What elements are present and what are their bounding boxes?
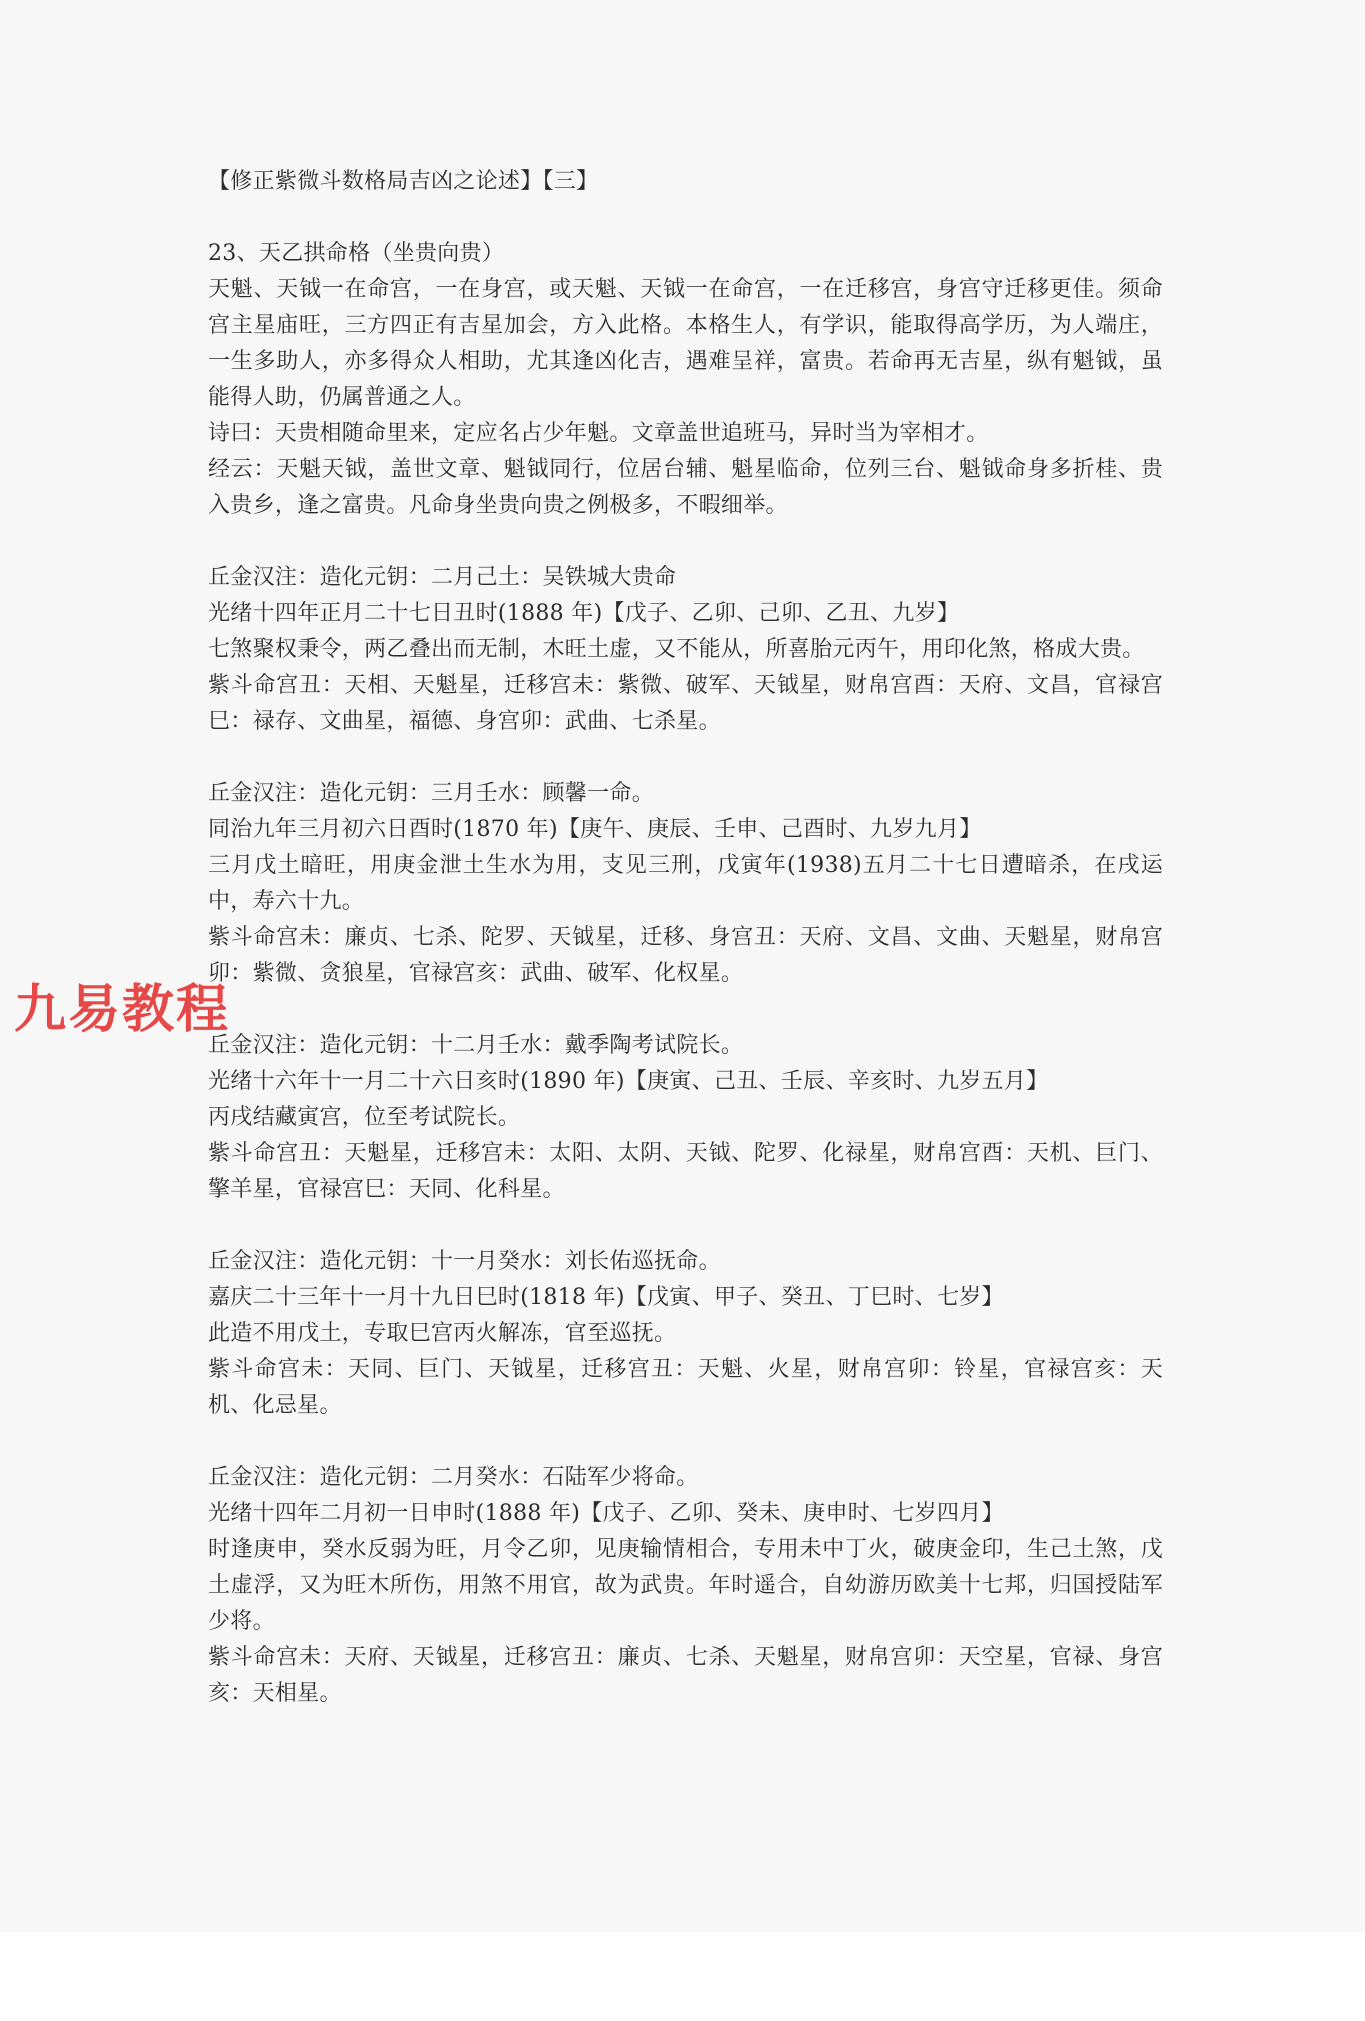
case-4-ziwei-chart: 紫斗命宫未：天同、巨门、天钺星，迁移宫丑：天魁、火星，财帛宫卯：铃星，官禄宫亥：天机、化忌星。 [208, 1357, 1163, 1418]
spacer [208, 740, 1163, 776]
classic-quote-paragraph: 经云：天魁天钺，盖世文章、魁钺同行，位居台辅、魁星临命，位列三台、魁钺命身多折桂、贵入贵乡，逢之富贵。凡命身坐贵向贵之例极多，不暇细举。 [208, 457, 1163, 518]
case-2-analysis: 三月戊土暗旺，用庚金泄土生水为用，支见三刑，戊寅年(1938)五月二十七日遭暗杀，在戌运中，寿六十九。 [208, 853, 1163, 914]
case-1-ziwei-chart: 紫斗命宫丑：天相、天魁星，迁移宫未：紫微、破军、天钺星，财帛宫酉：天府、文昌，官禄宫巳：禄存、文曲星，福德、身宫卯：武曲、七杀星。 [208, 673, 1163, 734]
case-3-analysis: 丙戌结藏寅宫，位至考试院长。 [208, 1105, 521, 1130]
case-2-ziwei-chart: 紫斗命宫未：廉贞、七杀、陀罗、天钺星，迁移、身宫丑：天府、文昌、文曲、天魁星，财帛宫卯：紫微、贪狼星，官禄宫亥：武曲、破军、化权星。 [208, 925, 1163, 986]
poem-paragraph: 诗曰：天贵相随命里来，定应名占少年魁。文章盖世追班马，异时当为宰相才。 [208, 421, 989, 446]
spacer [208, 1424, 1163, 1460]
case-5-ziwei-chart: 紫斗命宫未：天府、天钺星，迁移宫丑：廉贞、七杀、天魁星，财帛宫卯：天空星，官禄、身宫亥：天相星。 [208, 1645, 1163, 1706]
case-3-source: 丘金汉注：造化元钥：十二月壬水：戴季陶考试院长。 [208, 1033, 744, 1058]
case-4-source: 丘金汉注：造化元钥：十一月癸水：刘长佑巡抚命。 [208, 1249, 721, 1274]
document-body [208, 164, 1163, 1712]
case-5-source: 丘金汉注：造化元钥：二月癸水：石陆军少将命。 [208, 1465, 699, 1490]
spacer [208, 200, 1163, 236]
case-4-birth: 嘉庆二十三年十一月十九日巳时(1818 年)【戊寅、甲子、癸丑、丁巳时、七岁】 [208, 1285, 1004, 1310]
spacer [208, 1208, 1163, 1244]
case-5-birth: 光绪十四年二月初一日申时(1888 年)【戊子、乙卯、癸未、庚申时、七岁四月】 [208, 1501, 1004, 1526]
spacer [208, 524, 1163, 560]
section-heading: 23、天乙拱命格（坐贵向贵） [208, 241, 505, 266]
case-3-ziwei-chart: 紫斗命宫丑：天魁星，迁移宫未：太阳、太阴、天钺、陀罗、化禄星，财帛宫酉：天机、巨门、擎羊星，官禄宫巳：天同、化科星。 [208, 1141, 1163, 1202]
case-5-analysis: 时逢庚申，癸水反弱为旺，月令乙卯，见庚输情相合，专用未中丁火，破庚金印，生己土煞，戊土虚浮，又为旺木所伤，用煞不用官，故为武贵。年时遥合，自幼游历欧美十七邦，归国授陆军少将。 [208, 1537, 1163, 1634]
case-3-birth: 光绪十六年十一月二十六日亥时(1890 年)【庚寅、己丑、壬辰、辛亥时、九岁五月】 [208, 1069, 1049, 1094]
spacer [208, 992, 1163, 1028]
watermark-logo: 九易教程 [14, 980, 231, 1040]
intro-paragraph: 天魁、天钺一在命宫，一在身宫，或天魁、天钺一在命宫，一在迁移宫，身宫守迁移更佳。须命宫主星庙旺，三方四正有吉星加会，方入此格。本格生人，有学识，能取得高学历，为人端庄，一生多助人，亦多得众人相助，尤其逢凶化吉，遇难呈祥，富贵。若命再无吉星，纵有魁钺，虽能得人助，仍属普通之人。 [208, 277, 1163, 410]
case-1-source: 丘金汉注：造化元钥：二月己土：吴铁城大贵命 [208, 565, 677, 590]
case-1-birth: 光绪十四年正月二十七日丑时(1888 年)【戊子、乙卯、己卯、乙丑、九岁】 [208, 601, 960, 626]
document-title: 【修正紫微斗数格局吉凶之论述】【三】 [208, 169, 599, 194]
case-2-source: 丘金汉注：造化元钥：三月壬水：顾馨一命。 [208, 781, 655, 806]
case-4-analysis: 此造不用戊土，专取巳宫丙火解冻，官至巡抚。 [208, 1321, 677, 1346]
case-1-analysis: 七煞聚权秉令，两乙叠出而无制，木旺土虚，又不能从，所喜胎元丙午，用印化煞，格成大贵。 [208, 637, 1145, 662]
case-2-birth: 同治九年三月初六日酉时(1870 年)【庚午、庚辰、壬申、己酉时、九岁九月】 [208, 817, 982, 842]
